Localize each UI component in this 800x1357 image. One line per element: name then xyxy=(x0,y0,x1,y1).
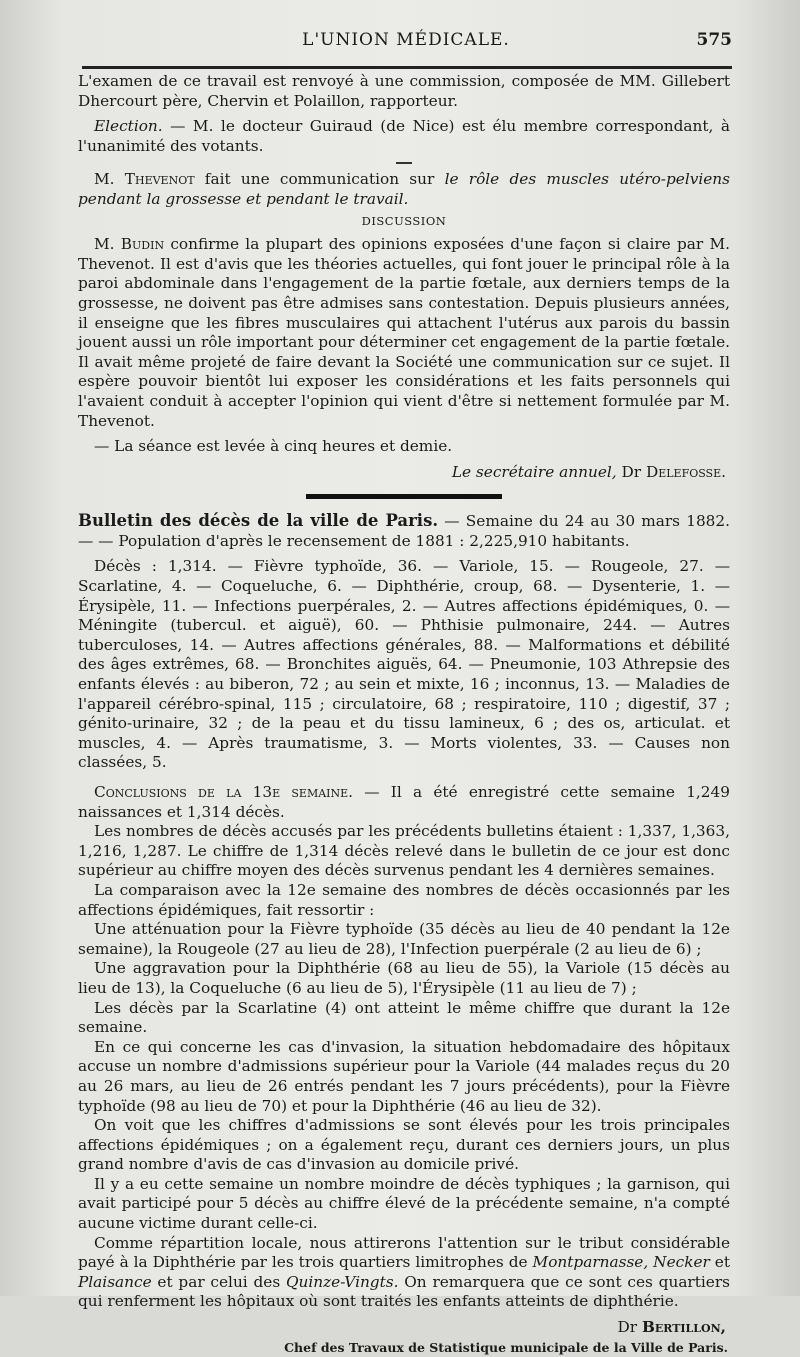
conclusions-p8: Il y a eu cette semaine un nombre moindre de décès typhiques ; la garnison, qui avait participé pour 5 décès au chiffre élevé de la précédente semaine, n'a compté aucune victime durant celle-ci. xyxy=(78,1174,730,1233)
paragraph-examen: L'examen de ce travail est renvoyé à une commission, composée de MM. Gillebert Dhercourt père, Chervin et Polaillon, rapporteur. xyxy=(78,72,730,110)
paragraph-election xyxy=(78,117,730,156)
communication-text: fait une communication sur xyxy=(194,170,445,189)
signature-role: Chef des Travaux de Statistique municipale de la Ville de Paris. xyxy=(284,1339,728,1355)
conclusions-p2: La comparaison avec la 12e semaine des nombres de décès occasionnés par les affections épidémiques, fait ressortir : xyxy=(78,880,730,919)
secretaire-signature xyxy=(78,463,730,483)
author-thevenot: Thevenot xyxy=(124,170,195,189)
paragraph-seance-levee: — La séance est levée à cinq heures et demie. xyxy=(94,437,453,456)
p9-text-c: On remarquera que ce sont ces quartiers qui renferment les hôpitaux où sont traités les enfants atteints de diphthérie. xyxy=(78,1272,731,1311)
bulletin-intro-text: — Semaine du 24 au 30 mars 1882. — — Population d'après le recensement de 1881 : 2,225,910 habitants. xyxy=(78,512,730,550)
conclusions-p9 xyxy=(78,1234,730,1312)
conclusions-p3: Une atténuation pour la Fièvre typhoïde (35 décès au lieu de 40 pendant la 12e semaine), la Rougeole (27 au lieu de 28), l'Infection puerpérale (2 au lieu de 6) ; xyxy=(78,920,730,958)
quarter-quinze-vingts: Quinze-Vingts. xyxy=(285,1272,399,1291)
paragraph-budin xyxy=(78,235,730,431)
conclusions-label: Conclusions de la 13e semaine. xyxy=(94,783,354,801)
conclusions-intro xyxy=(78,783,730,822)
section-separator xyxy=(306,494,502,499)
election-label: Election. xyxy=(94,117,163,136)
communication-title: le rôle des muscles utéro-pelviens pendant la grossesse et pendant le travail. xyxy=(78,170,730,208)
bertillon-signature xyxy=(78,1318,730,1338)
p9-text-a: Comme répartition locale, nous attirerons l'attention sur le tribut considérable payé à la Diphthérie par les trois quartiers limitrophes de xyxy=(78,1233,730,1272)
secretaire-label: Le secrétaire annuel, xyxy=(451,462,617,481)
short-separator xyxy=(396,162,412,164)
budin-prefix: M. xyxy=(94,235,121,254)
paragraph-communication xyxy=(78,170,730,209)
page-number: 575 xyxy=(696,30,732,50)
communication-prefix: M. xyxy=(94,170,125,189)
conclusions-text: — Il a été enregistré cette semaine 1,249 naissances et 1,314 décès. xyxy=(78,783,730,821)
budin-text: confirme la plupart des opinions exposées d'une façon si claire par M. Thevenot. Il est d'avis que les théories actuelles, qui font jouer le principal rôle à la paroi abdominale dans l'engagement de la partie fœtale, aux derniers temps de la grossesse, ne doivent pas être admises sans contestation. Depuis plusieurs années, il enseigne que les fibres musculaires qui attachent l'utérus aux parois du bassin jouent aussi un rôle important pour déterminer cet engagement de la partie fœtale. Il avait même projeté de faire devant la Société une communication sur ce sujet. Il espère pouvoir bientôt lui exposer les considérations et les faits personnels qui l'avaient conduit à accepter l'opinion qui vient d'être si nettement formulée par M. Thevenot. xyxy=(78,235,730,430)
quarter-plaisance: Plaisance xyxy=(78,1272,152,1291)
quarter-necker: Necker xyxy=(648,1253,710,1272)
conclusions-p5: Les décès par la Scarlatine (4) ont atteint le même chiffre que durant la 12e semaine. xyxy=(78,998,730,1037)
author-budin: Budin xyxy=(120,235,165,254)
election-text: — M. le docteur Guiraud (de Nice) est élu membre correspondant, à l'unanimité des votants. xyxy=(78,117,730,155)
p9-text-b: et par celui des xyxy=(151,1272,286,1291)
header-rule xyxy=(82,66,732,69)
article-body xyxy=(78,72,730,1357)
quarter-montparnasse: Montparnasse, xyxy=(532,1253,649,1272)
bulletin-intro xyxy=(78,511,730,551)
bulletin-deces: Décès : 1,314. — Fièvre typhoïde, 36. — Variole, 15. — Rougeole, 27. — Scarlatine, 4. — Coqueluche, 6. — Diphthérie, croup, 68. — Dysenterie, 1. — Érysipèle, 11. — Infections puerpérales, 2. — Autres affections épidémiques, 0. — Méningite (tubercul. et aiguë), 60. — Phthisie pulmonaire, 244. — Autres tuberculoses, 14. — Autres affections générales, 88. — Malformations et débilité des âges extrêmes, 68. — Bronchites aiguës, 64. — Pneumonie, 103 Athrepsie des enfants élevés : au biberon, 72 ; au sein et mixte, 16 ; inconnus, 13. — Maladies de l'appareil cérébro-spinal, 115 ; circulatoire, 68 ; respiratoire, 110 ; digestif, 37 ; génito-urinaire, 32 ; de la peau et du tissu lamineux, 6 ; des os, articulat. et muscles, 4. — Après traumatisme, 3. — Morts violentes, 33. — Causes non classées, 5. xyxy=(78,557,730,772)
discussion-heading: DISCUSSION xyxy=(361,213,447,228)
p9-et: et xyxy=(709,1253,730,1272)
bulletin-title: Bulletin des décès de la ville de Paris. xyxy=(78,511,439,531)
signature-name: Bertillon, xyxy=(641,1318,726,1337)
signature-title: Dr xyxy=(617,1318,642,1337)
running-title: L'UNION MÉDICALE. xyxy=(302,30,510,50)
secretaire-name: Delefosse. xyxy=(645,462,726,481)
page-header xyxy=(76,26,736,54)
secretaire-title: Dr xyxy=(616,462,646,481)
conclusions-p1: Les nombres de décès accusés par les précédents bulletins étaient : 1,337, 1,363, 1,216, 1,287. Le chiffre de 1,314 décès relevé dans le bulletin de ce jour est donc supérieur au chiffre moyen des décès survenus pendant les 4 dernières semaines. xyxy=(78,822,730,880)
conclusions-p4: Une aggravation pour la Diphthérie (68 au lieu de 55), la Variole (15 décès au lieu de 13), la Coqueluche (6 au lieu de 5), l'Érysipèle (11 au lieu de 7) ; xyxy=(78,959,730,997)
conclusions-p6: En ce qui concerne les cas d'invasion, la situation hebdomadaire des hôpitaux accuse un nombre d'admissions supérieur pour la Variole (44 malades reçus du 20 au 26 mars, au lieu de 26 entrés pendant les 7 jours précédents), pour la Fièvre typhoïde (98 au lieu de 70) et pour la Diphthérie (46 au lieu de 32). xyxy=(78,1037,730,1115)
conclusions-p7: On voit que les chiffres d'admissions se sont élevés pour les trois principales affections épidémiques ; on a également reçu, durant ces derniers jours, un plus grand nombre d'avis de cas d'invasion au domicile privé. xyxy=(78,1116,730,1174)
